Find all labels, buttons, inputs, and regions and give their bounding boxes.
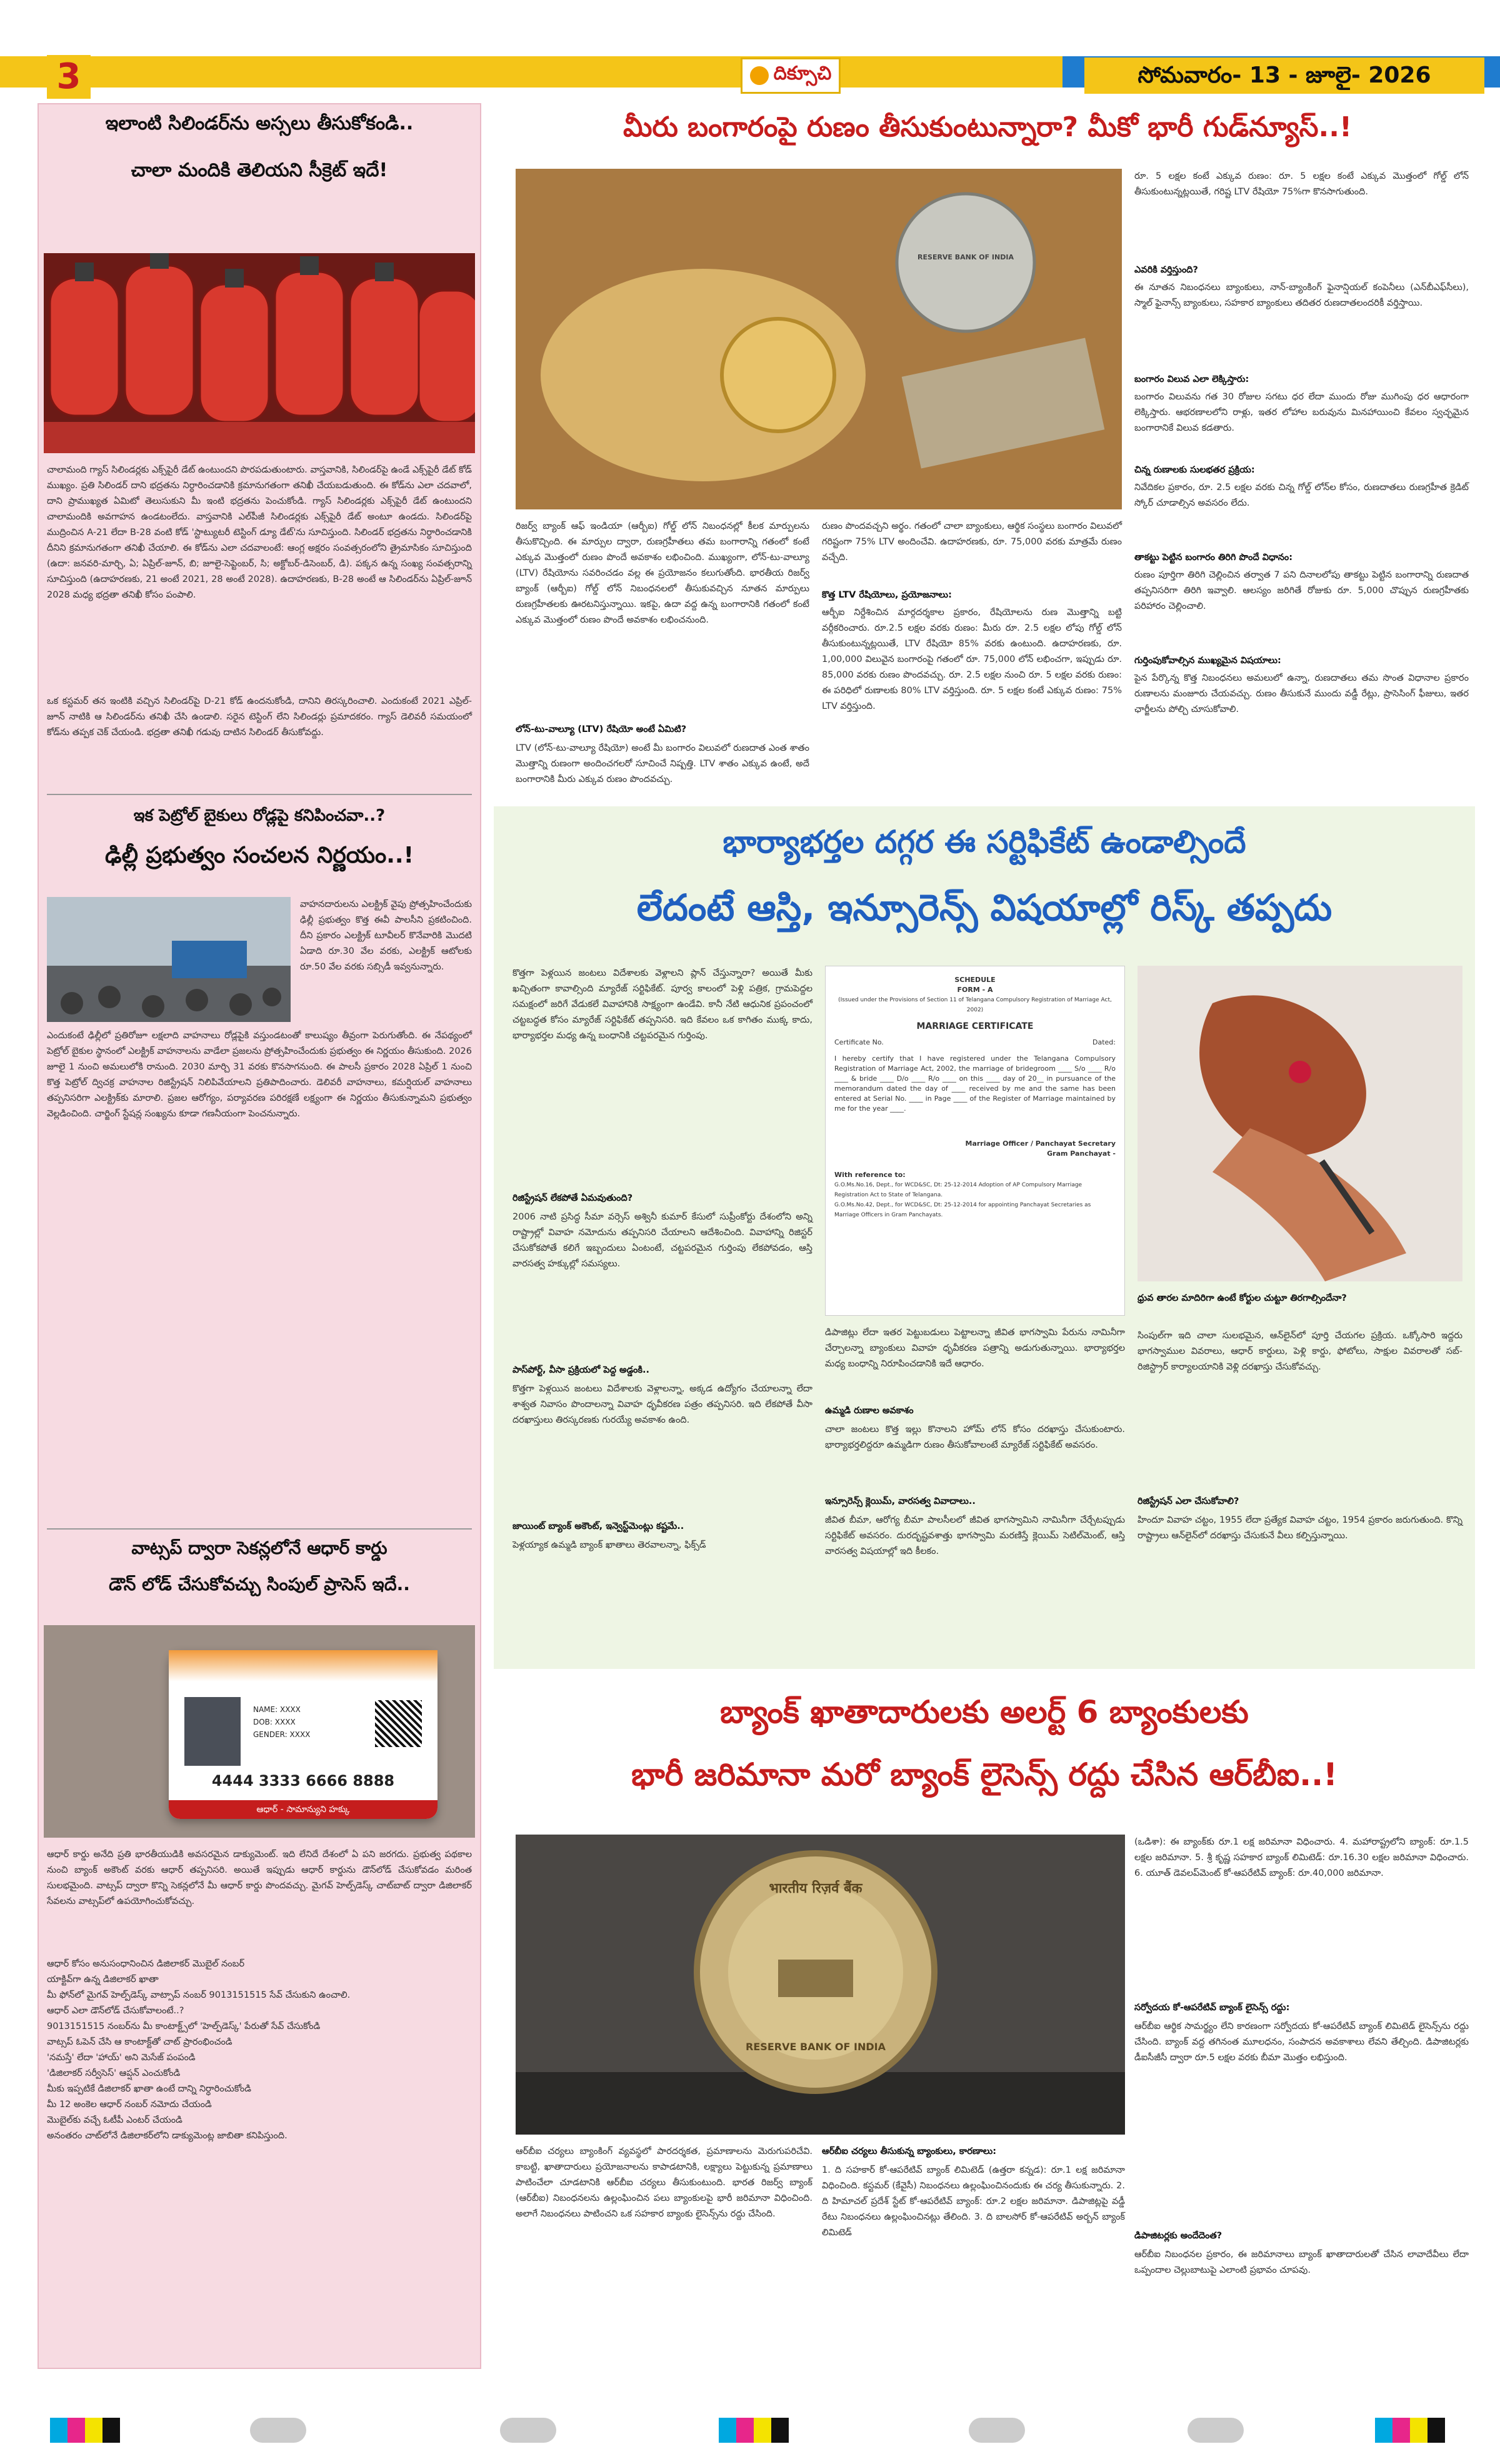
marriage-col1-sub1: రిజిస్ట్రేషన్ లేకపోతే ఏమవుతుంది? bbox=[512, 1193, 633, 1203]
bank-col3-sub: సర్వోదయ కో-ఆపరేటివ్ బ్యాంక్ లైసెన్స్ రద్దు: bbox=[1134, 2003, 1290, 2013]
cert-reference: (Issued under the Provisions of Section 11 of Telangana Compulsory Registration of Marriage Act, 2002) bbox=[838, 997, 1112, 1013]
cert-ref-item: G.O.Ms.No.16, Dept., for WCD&SC, Dt: 25-12-2014 Adoption of AP Compulsory Marriage Registration Act to State of Telangana. bbox=[834, 1182, 1082, 1198]
cert-ref-item: G.O.Ms.No.42, Dept., for WCD&SC, Dt: 25-12-2014 for appointing Panchayat Secretaries as Marriage Officers in Gram Panchayats. bbox=[834, 1202, 1091, 1218]
masthead-logo bbox=[741, 58, 841, 94]
marriage-col1-p3: కొత్తగా పెళ్లయిన జంటలు విదేశాలకు వెళ్లాలన్నా, అక్కడ ఉద్యోగం చేయాలన్నా లేదా శాశ్వత నివాసం పొందాలన్నా వివాహ ధృవీకరణ పత్రం తప్పనిసరి. ఇది లేకపోతే వీసా దరఖాస్తులు తిరస్కరణకు గురయ్యే అవకాశం ఉంది. bbox=[512, 1384, 812, 1425]
marriage-col3-p1: సింపుల్‌గా ఇది చాలా సులభమైన, ఆన్‌లైన్‌లో పూర్తి చేయగల ప్రక్రియ. ఒక్కోసారి ఇద్దరు భాగస్వాముల వివరాలు, ఆధార్ కార్డులు, పెళ్లి కార్డు, ఫోటోలు, సాక్షుల వివరాలతో సబ్-రిజిస్ట్రార్ కార్యాలయానికి వెళ్లి దరఖాస్తు చేసుకోవచ్చు. bbox=[1138, 1331, 1462, 1372]
aadhaar-step: ఆధార్ కోసం అనుసంధానించిన డిజిలాకర్ మొబైల్ నంబర్ bbox=[47, 1959, 245, 1969]
aadhaar-headline-1: వాట్సప్ ద్వారా సెకన్లలోనే ఆధార్ కార్డు bbox=[131, 1538, 388, 1558]
marriage-certificate-image bbox=[825, 966, 1125, 1316]
bike-headline-1: ఇక పెట్రోల్ బైకులు రోడ్లపై కనిపించవా..? bbox=[133, 806, 386, 825]
aadhaar-steps-list bbox=[47, 1956, 472, 2144]
bank-col3-body: (ఒడిశా): ఈ బ్యాంక్‌కు రూ.1 లక్ష జరిమానా విధించారు. 4. మహారాష్ట్రలోని బ్యాంక్: రూ.1.5 లక్షల జరిమానా. 5. శ్రీ కృష్ణ సహకార బ్యాంక్ లిమిటెడ్: రూ.16.30 లక్షల జరిమానా విధించారు. 6. యూత్ డెవలప్‌మెంట్ కో-ఆపరేటివ్ బ్యాంక్: రూ.40,000 జరిమానా. bbox=[1134, 1837, 1469, 1878]
gold-col3-p1: ఈ నూతన నిబంధనలు బ్యాంకులు, నాన్-బ్యాంకింగ్ ఫైనాన్షియల్ కంపెనీలు (ఎన్‌బీఎఫ్‌సీలు), స్మాల్ ఫైనాన్స్ బ్యాంకులు, సహకార బ్యాంకులు తదితర రుణదాతలందరికీ వర్తిస్తాయి. bbox=[1134, 283, 1469, 308]
gold-col2-p2: ఆర్బీఐ నిర్దేశించిన మార్గదర్శకాల ప్రకారం, రేషియోలను రుణ మొత్తాన్ని బట్టి వర్గీకరించారు. రూ.2.5 లక్షల వరకు రుణం: మీరు రూ. 2.5 లక్షల లోపు గోల్డ్ లోన్ తీసుకుంటున్నట్లయితే, LTV రేషియో 85% వరకు ఉంటుంది. ఉదాహరణకు, రూ. 1,00,000 విలువైన బంగారంపై గతంలో రూ. 75,000 లోన్ లభించగా, ఇప్పుడు రూ. 85,000 వరకు రుణం పొందవచ్చు. రూ. 2.5 లక్షల నుంచి రూ. 5 లక్షల వరకు రుణం: ఈ పరిధిలో రుణాలకు 80% LTV వర్తిస్తుంది. రూ. 5 లక్షల కంటే ఎక్కువ రుణం: 75% LTV వర్తిస్తుంది. bbox=[822, 608, 1122, 711]
cert-number: Certificate No. bbox=[834, 1038, 884, 1046]
gold-col3-p2: బంగారం విలువను గత 30 రోజుల సగటు ధర లేదా ముందు రోజు ముగింపు ధర ఆధారంగా లెక్కిస్తారు. ఆభరణాలలోని రాళ్లు, ఇతర లోహాల బరువును మినహాయించి కేవలం స్వచ్ఛమైన బంగారానికే విలువ కడతారు. bbox=[1134, 392, 1469, 433]
masthead-yellow-band bbox=[0, 56, 1062, 88]
cert-signature-1: Marriage Officer / Panchayat Secretary bbox=[965, 1139, 1116, 1148]
traffic-illustration bbox=[47, 897, 291, 1022]
aadhaar-step: వాట్సప్ ఓపెన్ చేసి ఆ కాంటాక్ట్‌తో చాట్ ప్రారంభించండి bbox=[47, 2037, 232, 2047]
bank-col3-p2: ఆర్‌బీఐ ఆర్థిక సామర్థ్యం లేని కారణంగా సర్వోదయ కో-ఆపరేటివ్ బ్యాంక్ లిమిటెడ్ లైసెన్స్‌ను రద్దు చేసింది. బ్యాంక్ వద్ద తగినంత మూలధనం, సంపాదన అవకాశాలు లేవని తేల్చింది. డిపాజిటర్లకు డీఐసీజీసీ ద్వారా రూ.5 లక్షల వరకు బీమా మొత్తం లభిస్తుంది. bbox=[1134, 2021, 1469, 2063]
gold-col2-sub: కొత్త LTV రేషియోలు, ప్రయోజనాలు: bbox=[822, 590, 952, 600]
aadhaar-step: ఆధార్ ఎలా డౌన్‌లోడ్ చేసుకోవాలంటే..? bbox=[47, 2006, 184, 2016]
qr-code-icon bbox=[375, 1700, 422, 1747]
gold-col1-body: రిజర్వ్ బ్యాంక్ ఆఫ్ ఇండియా (ఆర్బీఐ) గోల్డ్ లోన్ నిబంధనల్లో కీలక మార్పులను తీసుకొచ్చింది. ఈ మార్పుల ద్వారా, రుణగ్రహీతలు తమ బంగారాన్ని గతంలో కంటే ఎక్కువ మొత్తంలో రుణం పొందే అవకాశం లభించింది. ముఖ్యంగా, లోన్-టు-వాల్యూ (LTV) రేషియోను సవరించడం వల్ల ఈ ప్రయోజనం కలుగుతోంది. భారతీయ రిజర్వ్ బ్యాంక్ (ఆర్బీఐ) గోల్డ్ లోన్ నిబంధనలలో తీసుకువచ్చిన నూతన మార్పులు రుణగ్రహీతలకు ఊరటనిస్తున్నాయి. ఇకపై, ఉదా వద్ద ఉన్న బంగారానికి గతంలో కంటే ఎక్కువ మొత్తంలో రుణం పొందే అవకాశం లభించనుంది. bbox=[516, 521, 809, 625]
marriage-col1-sub2: పాస్‌పోర్ట్, వీసా ప్రక్రియలో పెద్ద అడ్డంకి.. bbox=[512, 1365, 650, 1375]
cylinder-headline-1: ఇలాంటి సిలిండర్‌ను అస్సలు తీసుకోకండి.. bbox=[105, 113, 414, 134]
gold-jewellery-illustration bbox=[516, 169, 1122, 509]
cylinders-illustration bbox=[44, 253, 475, 453]
cert-ref-title: With reference to: bbox=[834, 1171, 906, 1179]
bank-col2-body: 1. ది సహకార్ కో-ఆపరేటివ్ బ్యాంక్ లిమిటెడ్ (ఉత్తరా కన్నడ): రూ.1 లక్ష జరిమానా విధించింది. కస్టమర్ (కేవైసీ) నిబంధనలు ఉల్లంఘించినందుకు ఈ చర్య తీసుకున్నారు. 2. ది హిమాచల్ ప్రదేశ్ స్టేట్ కో-ఆపరేటివ్ బ్యాంక్: రూ.2 లక్షల జరిమానా. డిపాజిట్లపై వడ్డీ రేటు నిబంధనలు ఉల్లంఘించినట్లు తేలింది. 3. ది బాలసోర్ కో-ఆపరేటివ్ అర్బన్ బ్యాంక్ లిమిటెడ్ bbox=[822, 2165, 1125, 2238]
marriage-col1-body: కొత్తగా పెళ్లయిన జంటలు విదేశాలకు వెళ్లాలని ప్లాన్ చేస్తున్నారా? అయితే మీకు ఖచ్చితంగా కావాల్సింది మ్యారేజ్ సర్టిఫికేట్. పూర్వ కాలంలో పెళ్లి పత్రిక, గ్రామపెద్దల సమక్షంలో జరిగే వేడుకలే వివాహానికి సాక్ష్యంగా ఉండేవి. కానీ నేటి ఆధునిక ప్రపంచంలో చట్టబద్ధత కోసం మ్యారేజ్ సర్టిఫికేట్ తప్పనిసరి. ఇది కేవలం ఒక కాగితం ముక్క కాదు, భార్యాభర్తల మధ్య ఉన్న బంధానికి చట్టపరమైన గుర్తింపు. bbox=[512, 968, 812, 1041]
marriage-col3-sub2: రిజిస్ట్రేషన్ ఎలా చేసుకోవాలి? bbox=[1138, 1496, 1239, 1506]
gold-loan-headline: మీరు బంగారంపై రుణం తీసుకుంటున్నారా? మీకో భారీ గుడ్‌న్యూస్..! bbox=[622, 111, 1352, 143]
cert-form: FORM - A bbox=[957, 986, 993, 994]
marriage-headline-2: లేదంటే ఆస్తి, ఇన్సూరెన్స్ విషయాల్లో రిస్క్ తప్పదు bbox=[636, 886, 1332, 929]
bank-col3-sub2: డిపాజిటర్లకు అందేదెంత? bbox=[1134, 2231, 1222, 2241]
delhi-traffic-photo bbox=[47, 897, 291, 1022]
aadhaar-name: NAME: XXXX bbox=[253, 1705, 301, 1714]
bike-headline-2: ఢిల్లీ ప్రభుత్వం సంచలన నిర్ణయం..! bbox=[104, 843, 414, 868]
aadhaar-headline-2: డౌన్ లోడ్ చేసుకోవచ్చు సింపుల్ ప్రాసెస్ ఇదే.. bbox=[109, 1574, 410, 1595]
aadhaar-number: 4444 3333 6666 8888 bbox=[211, 1772, 395, 1790]
gold-col3-p4: రుణం పూర్తిగా తిరిగి చెల్లించిన తర్వాత 7 పని దినాలలోపు తాకట్టు పెట్టిన బంగారాన్ని రుణదాత తప్పనిసరిగా తిరిగి ఇవ్వాలి. ఆలస్యం జరిగితే రోజుకు రూ. 5,000 చొప్పున రుణగ్రహీతకు పరిహారం చెల్లించాలి. bbox=[1134, 570, 1469, 611]
couple-hands-photo bbox=[1138, 966, 1462, 1281]
bank-col1-body: ఆర్‌బీఐ చర్యలు బ్యాంకింగ్ వ్యవస్థలో పారదర్శకత, ప్రమాణాలను మెరుగుపరిచేవి. కాబట్టి, ఖాతాదారులు ప్రయోజనాలను కాపాడటానికి, లక్ష్యాలు పెట్టుకున్న ప్రమాణాలు పాటించేలా చూడటానికి ఆర్‌బీఐ చర్యలు తీసుకుంటుంది. భారత రిజర్వ్ బ్యాంక్ (ఆర్‌బీఐ) నిబంధనలను ఉల్లంఘించిన పలు బ్యాంకులపై భారీ జరిమానా విధించింది. అలాగే నిబంధనలు పాటించని ఒక సహకార బ్యాంకు లైసెన్స్‌ను రద్దు చేసింది. bbox=[516, 2146, 812, 2219]
gold-col1-sub: లోన్-టు-వాల్యూ (LTV) రేషియో అంటే ఏమిటి? bbox=[516, 724, 687, 734]
marriage-col2-p3: జీవిత బీమా, ఆరోగ్య బీమా పాలసీలలో జీవిత భాగస్వామిని నామినీగా చేర్చేటప్పుడు సర్టిఫికేట్ అవసరం. దురదృష్టవశాత్తు భాగస్వామి మరణిస్తే క్లెయిమ్ సెటిల్‌మెంట్, ఆస్తి వారసత్వ విషయాల్లో ఇది కీలకం. bbox=[825, 1515, 1125, 1556]
aadhaar-dob: DOB: XXXX bbox=[253, 1718, 296, 1726]
gold-col3-p3: నివేదికల ప్రకారం, రూ. 2.5 లక్షల వరకు చిన్న గోల్డ్ లోన్‌ల కోసం, రుణదాతలు రుణగ్రహీత క్రెడిట్ స్కోర్ చూడాల్సిన అవసరం లేదు. bbox=[1134, 483, 1469, 508]
aadhaar-step: మీ 12 అంకెల ఆధార్ నంబర్ నమోదు చేయండి bbox=[47, 2100, 212, 2110]
signing-hands-illustration bbox=[1138, 966, 1462, 1281]
gold-col3-intro: రూ. 5 లక్షల కంటే ఎక్కువ రుణం: రూ. 5 లక్షల కంటే ఎక్కువ మొత్తంలో గోల్డ్ లోన్ తీసుకుంటున్నట్లయితే, గరిష్ట LTV రేషియో 75%గా కొనసాగుతుంది. bbox=[1134, 171, 1469, 197]
marriage-headline-1: భార్యాభర్తల దగ్గర ఈ సర్టిఫికేట్ ఉండాల్సిందే bbox=[722, 824, 1246, 860]
gold-col2-body: రుణం పొందవచ్చని అర్థం. గతంలో చాలా బ్యాంకులు, ఆర్థిక సంస్థలు బంగారం విలువలో గరిష్టంగా 75% LTV అందించేవి. ఉదాహరణకు, రూ. 75,000 వరకు మాత్రమే రుణం వచ్చేది. bbox=[822, 521, 1122, 563]
aadhaar-step: మీ ఫోన్‌లో మైగవ్ హెల్ప్‌డెస్క్ వాట్సాప్ నంబర్ 9013151515 సేవ్ చేసుకుని ఉంచాలి. bbox=[47, 1990, 351, 2000]
page-number: 3 bbox=[47, 55, 91, 99]
bank-headline-2: భారీ జరిమానా మరో బ్యాంక్ లైసెన్స్ రద్దు చేసిన ఆర్‌బీఐ..! bbox=[631, 1756, 1338, 1793]
aadhaar-card-header bbox=[169, 1650, 438, 1681]
bike-article-body-2: ఎందుకంటే ఢిల్లీలో ప్రతిరోజూ లక్షలాది వాహనాలు రోడ్లపైకి వస్తుండటంతో కాలుష్యం తీవ్రంగా పెరుగుతోంది. ఈ నేపథ్యంలో పెట్రోల్ బైకుల స్థానంలో ఎలక్ట్రిక్ వాహనాలను వాడేలా ప్రజలను ప్రోత్సహించేందుకు ప్రభుత్వం ఈ నిర్ణయం తీసుకుంది. 2026 జూలై 1 నుంచి అమలులోకి రానుంది. 2030 మార్చి 31 వరకు కొనసాగనుంది. ఈ పాలసీ ప్రకారం 2028 ఏప్రిల్ 1 నుంచి కొత్త పెట్రోల్ ద్విచక్ర వాహనాల రిజిస్ట్రేషన్ నిలిపివేయాలని ప్రతిపాదించారు. డెలివరీ వాహనాలు, కమర్షియల్ వాహనాలు తప్పనిసరిగా ఎలక్ట్రిక్‌కు మారాలి. ప్రజల ఆరోగ్యం, పర్యావరణ పరిరక్షణే లక్ష్యంగా ఈ నిర్ణయం తీసుకున్నామని ప్రభుత్వం వెల్లడించింది. చార్జింగ్ స్టేషన్ల సంఖ్యను కూడా గణనీయంగా పెంచనున్నారు. bbox=[47, 1031, 472, 1119]
bank-headline-1: బ్యాంక్ ఖాతాదారులకు అలర్ట్ 6 బ్యాంకులకు bbox=[720, 1694, 1249, 1730]
bank-col3-p3: ఆర్‌బీఐ నిబంధనల ప్రకారం, ఈ జరిమానాలు బ్యాంక్ ఖాతాదారులతో చేసిన లావాదేవీలు లేదా ఒప్పందాల చెల్లుబాటుపై ఎలాంటి ప్రభావం చూపవు. bbox=[1134, 2250, 1469, 2275]
cylinder-article-body-1: చాలామంది గ్యాస్ సిలిండర్లకు ఎక్స్‌పైరీ డేట్ ఉంటుందని పొరపడుతుంటారు. వాస్తవానికి, సిలిండర్‌పై ఉండే ఎక్స్‌పైరీ డేట్ కోడ్ ముఖ్యం. ప్రతి సిలిండర్ దాని భద్రతను నిర్ధారించడానికి క్రమానుగతంగా తనిఖీ చేయబడుతుంది. ఈ కోడ్‌ను ఎలా చదవాలో, దాని ప్రాముఖ్యత ఏమిటో తెలుసుకుని మీ ఇంటి భద్రతను పెంచుకోండి. గ్యాస్ సిలిండర్లకు ఎక్స్‌పైరీ డేట్ ఉంటుందని చాలామందికి అవగాహన ఉండటంలేదు. వాస్తవానికి ఎల్‌పీజీ సిలిండర్లకు ఎక్స్‌పైరీ డేట్ అంటూ ఉండదు. సిలిండర్‌పై ముద్రించిన A-21 లేదా B-28 వంటి కోడ్ 'స్టాట్యుటరీ టెస్టింగ్ డ్యూ డేట్'ను సూచిస్తుంది. సిలిండర్ భద్రతను నిర్ధారించడానికి దీనిని క్రమానుగతంగా తనిఖీ చేయాలి. ఈ కోడ్‌ను ఎలా చదవాలంటే: ఆంగ్ల అక్షరం సంవత్సరంలోని త్రైమాసికం సూచిస్తుంది (ఉదా: జనవరి-మార్చి, ఏ; ఏప్రిల్-జూన్, బి; జూలై-సెప్టెంబర్, సి; అక్టోబర్-డిసెంబర్, డి). పక్కన ఉన్న సంఖ్య సంవత్సరాన్ని సూచిస్తుంది (ఉదాహరణకు, 21 అంటే 2021, 28 అంటే 2028). ఉదాహరణకు, B-28 అంటే ఆ సిలిండర్‌ను ఏప్రిల్-జూన్ 2028 మధ్య భద్రతా తనిఖీ కోసం పంపాలి. bbox=[47, 465, 472, 600]
aadhaar-footer: ఆధార్ - సామాన్యుని హక్కు bbox=[169, 1800, 438, 1819]
rbi-building-photo bbox=[516, 1835, 1125, 2135]
gold-col3-p5: పైన పేర్కొన్న కొత్త నిబంధనలు అమలులో ఉన్నా, రుణదాతలు తమ సొంత విధానాల ప్రకారం రుణాలను మంజూరు చేయవచ్చు. రుణం తీసుకునే ముందు వడ్డీ రేట్లు, ప్రాసెసింగ్ ఫీజులు, ఇతర ఛార్జీలను పోల్చి చూసుకోవాలి. bbox=[1134, 673, 1469, 714]
aadhaar-step: యాక్టివ్‌గా ఉన్న డిజిలాకర్ ఖాతా bbox=[47, 1975, 159, 1985]
masthead-title: దిక్సూచి bbox=[773, 63, 832, 84]
aadhaar-step: మొబైల్‌కు వచ్చే ఓటీపీ ఎంటర్ చేయండి bbox=[47, 2115, 182, 2125]
bike-article-body-1: వాహనదారులను ఎలక్ట్రిక్ వైపు ప్రోత్సహించేందుకు ఢిల్లీ ప్రభుత్వం కొత్త ఈవీ పాలసీని ప్రకటించింది. దీని ప్రకారం ఎలక్ట్రిక్ టూవీలర్ కొనేవారికి మొదటి ఏడాది రూ.30 వేల వరకు, ఎలక్ట్రిక్ ఆటోలకు రూ.50 వేల వరకు సబ్సిడీ ఇవ్వనున్నారు. bbox=[300, 899, 472, 972]
divider bbox=[47, 794, 472, 795]
gold-loan-photo bbox=[516, 169, 1122, 509]
marriage-col2-p2: చాలా జంటలు కొత్త ఇల్లు కొనాలని హోమ్ లోన్ కోసం దరఖాస్తు చేసుకుంటారు. భార్యాభర్తలిద్దరూ ఉమ్మడిగా రుణం తీసుకోవాలంటే మ్యారేజ్ సర్టిఫికేట్ అవసరం. bbox=[825, 1425, 1125, 1450]
marriage-col2-body: డిపాజిట్లు లేదా ఇతర పెట్టుబడులు పెట్టాలన్నా జీవిత భాగస్వామి పేరును నామినీగా చేర్చాలన్నా బ్యాంకులు వివాహ ధృవీకరణ పత్రాన్ని అడుగుతున్నాయి. భార్యాభర్తల మధ్య బంధాన్ని నిరూపించడానికి ఇదే ఆధారం. bbox=[825, 1328, 1125, 1369]
marriage-col3-question: ధ్రువ తారల మాదిరిగా ఉంటే కోర్టుల చుట్టూ తిరగాల్సిందేనా? bbox=[1138, 1293, 1347, 1303]
aadhaar-card-photo bbox=[44, 1625, 475, 1838]
marriage-col1-sub3: జాయింట్ బ్యాంక్ అకౌంట్, ఇన్వెస్ట్‌మెంట్లు కష్టమే.. bbox=[512, 1521, 684, 1531]
issue-date: సోమవారం- 13 - జూలై- 2026 bbox=[1084, 58, 1484, 94]
aadhaar-step: 'డిజిలాకర్ సర్వీసెస్' ఆప్షన్ ఎంచుకోండి bbox=[47, 2068, 181, 2078]
aadhaar-step: 'నమస్తే' లేదా 'హాయ్' అని మెసేజ్ పంపండి bbox=[47, 2053, 196, 2063]
compass-logo-icon bbox=[750, 66, 769, 85]
rbi-hindi-text: भारतीय रिज़र्व बैंक bbox=[769, 1881, 862, 1896]
gold-col3-sub3: చిన్న రుణాలకు సులభతర ప్రక్రియ: bbox=[1134, 465, 1255, 475]
bank-col2-sub: ఆర్‌బీఐ చర్యలు తీసుకున్న బ్యాంకులు, కారణాలు: bbox=[822, 2146, 997, 2156]
marriage-col2-sub1: ఉమ్మడి రుణాల అవకాశం bbox=[825, 1406, 914, 1416]
rbi-english-text: RESERVE BANK OF INDIA bbox=[746, 2041, 886, 2053]
gold-col1-p2: LTV (లోన్-టు-వాల్యూ రేషియో) అంటే మీ బంగారం విలువలో రుణదాత ఎంత శాతం మొత్తాన్ని రుణంగా అందించగలరో సూచించే నిష్పత్తి. LTV శాతం ఎక్కువ ఉంటే, అదే బంగారానికి మీరు ఎక్కువ రుణం పొందవచ్చు. bbox=[516, 743, 809, 784]
aadhaar-step: మీకు ఇప్పటికే డిజిలాకర్ ఖాతా ఉంటే దాన్ని నిర్ధారించుకోండి bbox=[47, 2084, 251, 2094]
aadhaar-step: 9013151515 నంబర్‌ను మీ కాంటాక్ట్స్‌లో 'హెల్ప్‌డెస్క్' పేరుతో సేవ్ చేసుకోండి bbox=[47, 2021, 321, 2031]
gas-cylinders-photo bbox=[44, 253, 475, 453]
marriage-col1-p2: 2006 నాటి ప్రసిద్ధ సీమా వర్సెస్ అశ్వినీ కుమార్ కేసులో సుప్రీంకోర్టు దేశంలోని అన్ని రాష్ట్రాల్లో వివాహ నమోదును తప్పనిసరి చేయాలని ఆదేశించింది. వివాహాన్ని రిజిస్టర్ చేసుకోకపోతే కలిగే ఇబ్బందులు ఏంటంటే, చట్టపరమైన గుర్తింపు లేకపోవడం, ఆస్తి వారసత్వ హక్కుల్లో సమస్యలు. bbox=[512, 1212, 812, 1269]
cert-dated: Dated: bbox=[1092, 1038, 1116, 1046]
marriage-col2-sub2: ఇన్సూరెన్స్ క్లెయిమ్, వారసత్వ వివాదాలు.. bbox=[825, 1496, 976, 1506]
gold-col3-sub2: బంగారం విలువ ఎలా లెక్కిస్తారు: bbox=[1134, 374, 1249, 384]
rbi-seal-text: RESERVE BANK OF INDIA bbox=[918, 253, 1014, 261]
cert-title: MARRIAGE CERTIFICATE bbox=[916, 1021, 1034, 1031]
aadhaar-article-body: ఆధార్ కార్డు అనేది ప్రతి భారతీయుడికి అవసరమైన డాక్యుమెంట్. ఇది లేనిదే దేశంలో ఏ పని జరగదు. ప్రభుత్వ పథకాల నుంచి బ్యాంక్ అకౌంట్ వరకు ఆధార్ తప్పనిసరి. అయితే ఇప్పుడు ఆధార్ కార్డును డౌన్‌లోడ్ చేసుకోవడం మరింత సులభమైంది. వాట్సప్ ద్వారా కొన్ని సెకన్లలోనే మీ ఆధార్ కార్డు పొందవచ్చు. మైగవ్ హెల్ప్‌డెస్క్ చాట్‌బాట్ ద్వారా డిజిలాకర్ సేవలను వాట్సప్‌లో ఉపయోగించుకోవచ్చు. bbox=[47, 1850, 472, 1906]
cylinder-headline-2: చాలా మందికి తెలియని సీక్రెట్ ఇదే! bbox=[131, 159, 388, 181]
aadhaar-card bbox=[169, 1650, 438, 1819]
gold-col3-sub4: తాకట్టు పెట్టిన బంగారం తిరిగి పొందే విధానం: bbox=[1134, 553, 1293, 563]
cert-text: I hereby certify that I have registered under the Telangana Compulsory Registration of Marriage Act, 2002, the marriage of bridegroom ____ S/o ____ R/o ____ & bride ____ D/o ____ R/o ____ on this ____ day of 20__ in pursuance of the memorandum dated the day of ____ received by me and the same has been entered at Serial No. ____ in Page ____ of the Register of Marriage maintained by me for the year ____. bbox=[834, 1054, 1116, 1113]
cert-signature-2: Gram Panchayat - bbox=[1047, 1149, 1116, 1158]
aadhaar-photo-placeholder bbox=[184, 1697, 241, 1766]
gold-col3-sub1: ఎవరికి వర్తిస్తుంది? bbox=[1134, 265, 1198, 275]
cylinder-article-body-2: ఒక కస్టమర్ తన ఇంటికి వచ్చిన సిలిండర్‌పై D-21 కోడ్ ఉందనుకోండి, దానిని తిరస్కరించాలి. ఎందుకంటే 2021 ఎప్రిల్-జూన్ నాటికి ఆ సిలిండర్‌ను తనిఖీ చేసి ఉండాలి. సరైన టెస్టింగ్ లేని సిలిండర్లు ప్రమాదకరం. గ్యాస్ డెలివరీ సమయంలో కోడ్‌ను తప్పక చెక్ చేయండి. భద్రతా తనిఖీ గడువు దాటిన సిలిండర్ తీసుకోవద్దు. bbox=[47, 696, 472, 738]
marriage-col3-p2: హిందూ వివాహ చట్టం, 1955 లేదా ప్రత్యేక వివాహ చట్టం, 1954 ప్రకారం జరుగుతుంది. కొన్ని రాష్ట్రాలు ఆన్‌లైన్‌లో దరఖాస్తు చేసుకునే వీలు కల్పిస్తున్నాయి. bbox=[1138, 1515, 1462, 1541]
marriage-col1-p4: పెళ్లయ్యాక ఉమ్మడి బ్యాంక్ ఖాతాలు తెరవాలన్నా, ఫిక్స్‌డ్ bbox=[512, 1540, 706, 1550]
gold-col3-sub5: గుర్తింపుకోవాల్సిన ముఖ్యమైన విషయాలు: bbox=[1134, 656, 1281, 666]
cert-schedule: SCHEDULE bbox=[954, 976, 996, 984]
divider bbox=[47, 1528, 472, 1530]
aadhaar-gender: GENDER: XXXX bbox=[253, 1730, 311, 1739]
aadhaar-step: అనంతరం చాట్‌లోనే డిజిలాకర్‌లోని డాక్యుమెంట్ల జాబితా కనిపిస్తుంది. bbox=[47, 2131, 288, 2141]
